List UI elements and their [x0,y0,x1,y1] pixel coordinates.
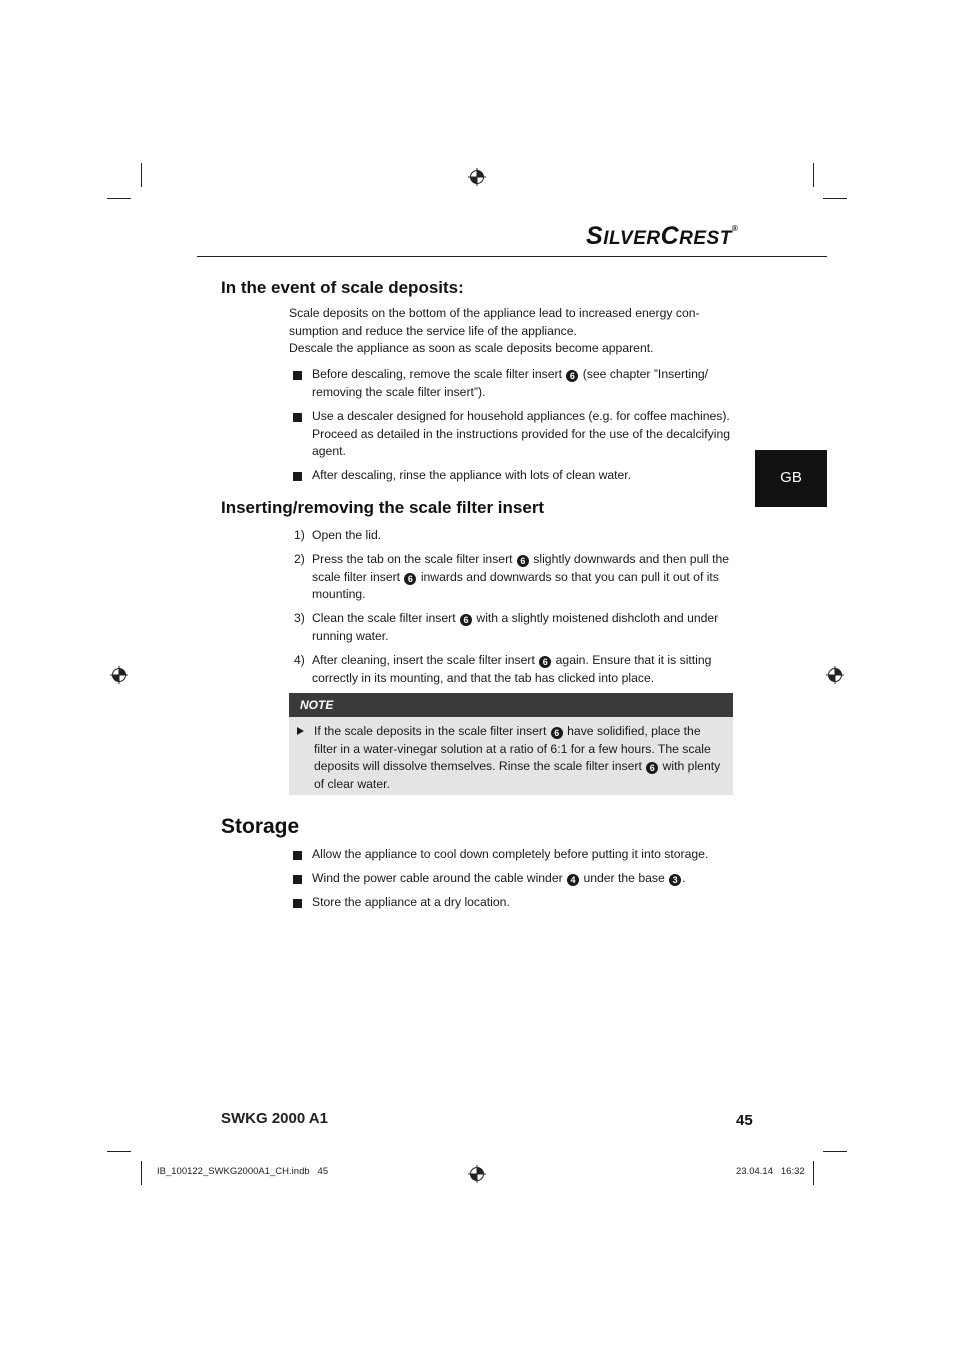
bullet-square-icon [293,875,302,884]
part-reference-badge: 6 [404,573,416,585]
header-divider [197,256,827,257]
registration-mark-icon [468,1165,486,1183]
brand-logo: SILVERCREST® [586,222,739,250]
registration-mark-icon [826,666,844,684]
bullet-square-icon [293,371,302,380]
step-item: 1) Open the lid. [294,528,382,542]
language-tab-label: GB [780,469,802,486]
footer-model-number: SWKG 2000 A1 [221,1110,328,1127]
bullet-square-icon [293,851,302,860]
part-reference-badge: 6 [517,555,529,567]
crop-mark [813,163,814,187]
print-slug-date: 23.04.14 16:32 [736,1166,805,1177]
part-reference-badge: 6 [539,656,551,668]
bullet-square-icon [293,899,302,908]
note-title: NOTE [300,698,334,712]
part-reference-badge: 6 [646,762,658,774]
note-text: If the scale deposits in the scale filter insert 6 have solidified, place the filter in a water-vinegar solution at a ratio of 6:1 for a few hours. The scale deposits will dissolve themselves. Rinse the scale filter insert 6 with plenty of clear water. [314,724,721,791]
crop-mark [823,1151,847,1152]
note-box [289,693,733,795]
crop-mark [141,163,142,187]
part-reference-badge: 6 [460,614,472,626]
list-item: After descaling, rinse the appliance with lots of clean water. [289,467,734,485]
list-item: Allow the appliance to cool down completely before putting it into storage. [289,846,734,864]
list-item: Use a descaler designed for household appliances (e.g. for coffee machines). Proceed as detailed in the instructions provided for the use of the decalcifying agent. [289,408,734,461]
part-reference-badge: 4 [567,874,579,886]
section-heading-filter-insert: Inserting/removing the scale filter insert [221,498,545,517]
crop-mark [141,1161,142,1185]
registration-mark-icon [110,666,128,684]
step-item: 3) Clean the scale filter insert 6 with a slightly moistened dishcloth and under running water. [294,611,719,643]
note-header [289,693,733,717]
crop-mark [107,1151,131,1152]
list-item: Before descaling, remove the scale filter insert 6 (see chapter ”Inserting/ removing the scale filter insert”). [289,366,734,401]
crop-mark [107,198,131,199]
crop-mark [813,1161,814,1185]
bullet-square-icon [293,472,302,481]
step-item: 4) After cleaning, insert the scale filter insert 6 again. Ensure that it is sitting correctly in its mounting, and that the tab has clicked into place. [294,653,712,685]
crop-mark [823,198,847,199]
print-slug-file: IB_100122_SWKG2000A1_CH.indb 45 [157,1166,329,1177]
bullet-square-icon [293,413,302,422]
arrow-right-icon [297,727,304,735]
language-tab [755,450,827,507]
list-item: Wind the power cable around the cable winder 4 under the base 3 . [289,870,734,888]
part-reference-badge: 6 [551,727,563,739]
list-item: Store the appliance at a dry location. [289,894,734,912]
section-heading-storage: Storage [221,815,300,838]
step-item: 2) Press the tab on the scale filter insert 6 slightly downwards and then pull the scale filter insert 6 inwards and downwards so that you can pull it out of its mounting. [294,552,730,601]
page-number: 45 [736,1112,753,1129]
section-heading-scale-deposits: In the event of scale deposits: [221,278,464,297]
registration-mark-icon [468,168,486,186]
part-reference-badge: 6 [566,370,578,382]
intro-paragraph: Scale deposits on the bottom of the appliance lead to increased energy con- sumption and reduce the service life of the appliance. Descale the appliance as soon as scale deposits become apparent. [289,306,700,355]
part-reference-badge: 3 [669,874,681,886]
